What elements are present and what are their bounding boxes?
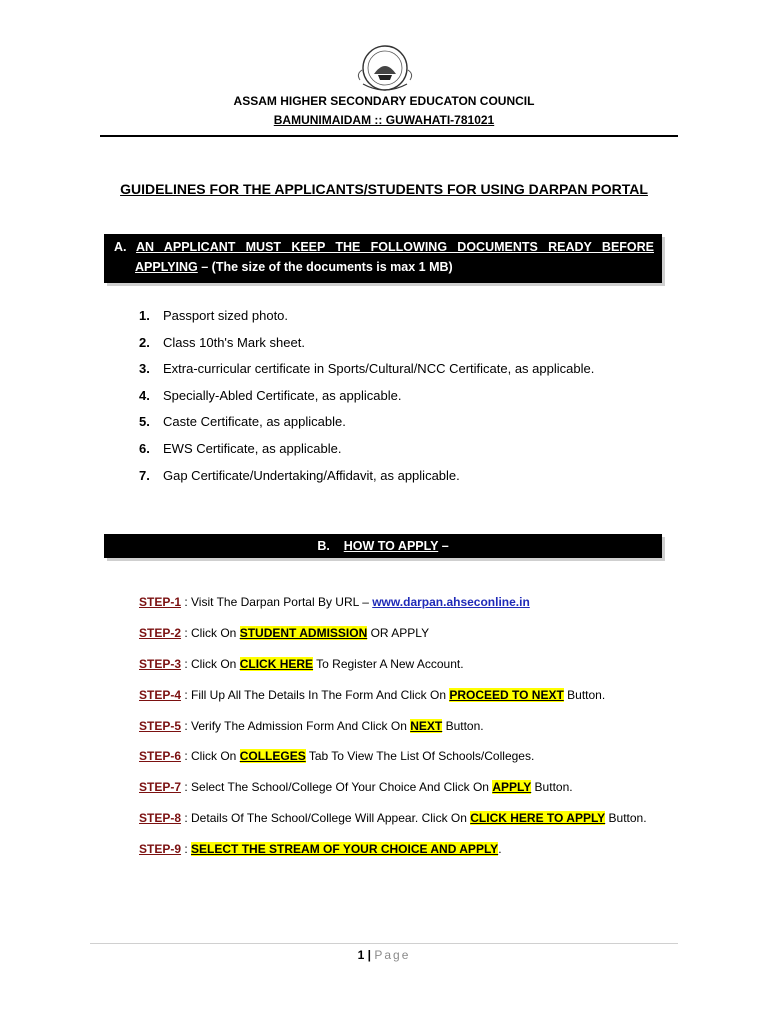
step-5: STEP-5 : Verify The Admission Form And Click On NEXT Button.: [139, 718, 484, 733]
council-seal-emblem: [350, 44, 420, 92]
header-divider: [100, 135, 678, 137]
section-a-heading-note: – (The size of the documents is max 1 MB): [197, 260, 453, 274]
section-b-dash: –: [438, 539, 449, 553]
step-1: STEP-1 : Visit The Darpan Portal By URL – www.darpan.ahseconline.in: [139, 595, 530, 609]
list-item: 6. EWS Certificate, as applicable.: [139, 440, 342, 456]
section-a-banner: [104, 234, 662, 283]
section-b-banner: [104, 534, 662, 558]
step-2: STEP-2 : Click On STUDENT ADMISSION OR APPLY: [139, 625, 430, 640]
step-3: STEP-3 : Click On CLICK HERE To Register A New Account.: [139, 656, 464, 671]
council-address: BAMUNIMAIDAM :: GUWAHATI-781021: [273, 113, 495, 127]
step-6: STEP-6 : Click On COLLEGES Tab To View The List Of Schools/Colleges.: [139, 749, 535, 764]
council-name: ASSAM HIGHER SECONDARY EDUCATON COUNCIL: [233, 94, 535, 108]
section-a-heading-line1: AN APPLICANT MUST KEEP THE FOLLOWING DOCUMENTS READY BEFORE: [136, 240, 654, 254]
step-9: STEP-9 : SELECT THE STREAM OF YOUR CHOICE AND APPLY.: [139, 842, 502, 857]
darpan-portal-link[interactable]: www.darpan.ahseconline.in: [372, 595, 530, 609]
step-7: STEP-7 : Select The School/College Of Your Choice And Click On APPLY Button.: [139, 780, 573, 795]
list-item: 1. Passport sized photo.: [139, 308, 289, 323]
list-item: 7. Gap Certificate/Undertaking/Affidavit, as applicable.: [139, 467, 460, 483]
page-footer: [0, 948, 768, 962]
page-number: 1: [357, 948, 365, 962]
step-8: STEP-8 : Details Of The School/College Will Appear. Click On CLICK HERE TO APPLY Button.: [139, 811, 647, 826]
documents-list: [139, 306, 594, 492]
list-item: 2. Class 10th's Mark sheet.: [139, 334, 305, 350]
section-b-letter: B.: [317, 539, 330, 553]
section-a-heading-applying: APPLYING: [135, 260, 198, 274]
list-item: 4. Specially-Abled Certificate, as applicable.: [139, 387, 402, 403]
list-item: 5. Caste Certificate, as applicable.: [139, 414, 346, 430]
step-4: STEP-4 : Fill Up All The Details In The Form And Click On PROCEED TO NEXT Button.: [139, 687, 606, 702]
steps-list: [139, 592, 647, 870]
section-b-heading: HOW TO APPLY: [343, 539, 439, 553]
page-title: GUIDELINES FOR THE APPLICANTS/STUDENTS FOR USING DARPAN PORTAL: [120, 181, 648, 197]
list-item: 3. Extra-curricular certificate in Sports/Cultural/NCC Certificate, as applicable.: [139, 361, 595, 377]
page-word: Page: [374, 948, 411, 962]
footer-divider: [90, 943, 678, 944]
page-separator: |: [364, 948, 375, 962]
section-a-letter: A.: [114, 240, 127, 254]
